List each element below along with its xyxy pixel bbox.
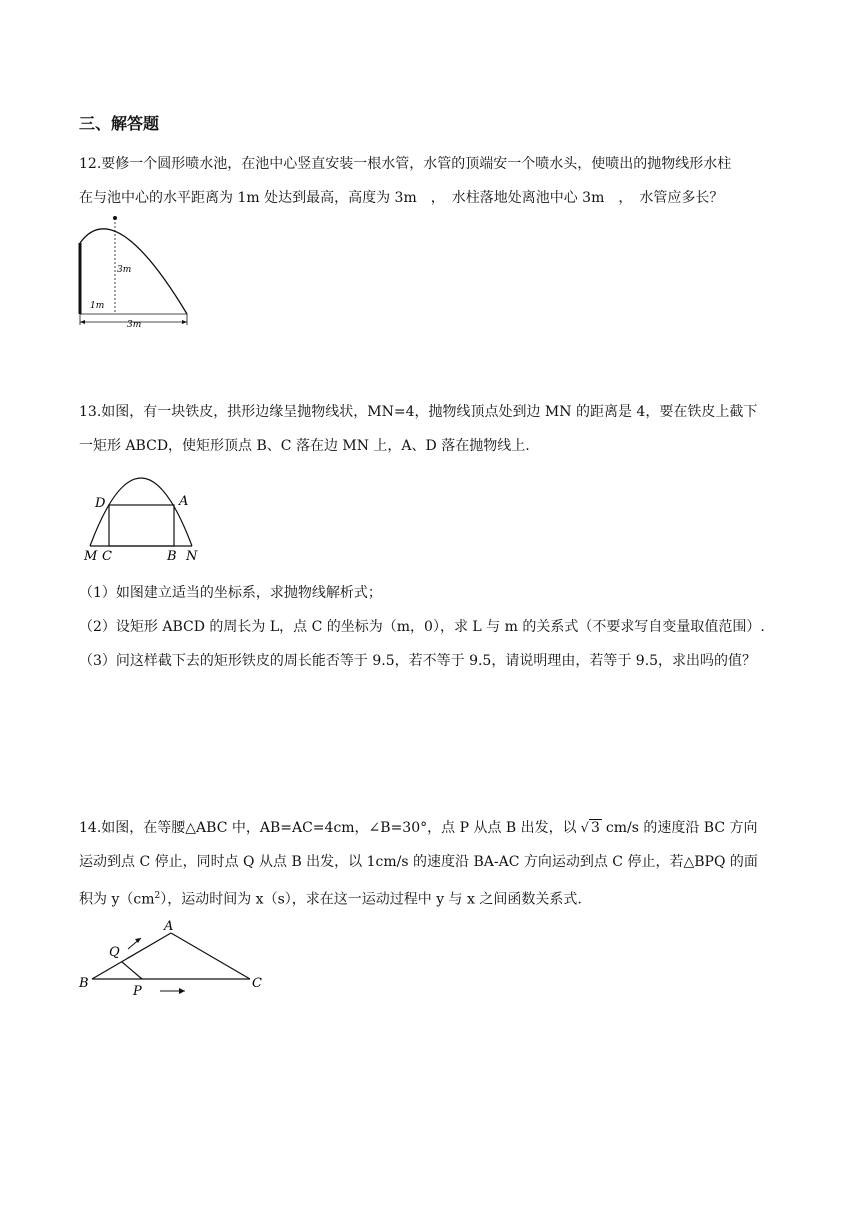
- label-height: 3m: [117, 265, 132, 275]
- q13-part-1: （1）如图建立适当的坐标系，求抛物线解析式；: [79, 585, 382, 601]
- sqrt-radicand: 3: [590, 820, 600, 836]
- q13-part-2: （2）设矩形 ABCD 的周长为 L，点 C 的坐标为（m，0），求 L 与 m 的关系式（不要求写自变量取值范围）.: [79, 619, 765, 635]
- parabola-arch: [90, 478, 192, 546]
- label-c: C: [252, 976, 262, 991]
- label-b: B: [167, 549, 177, 564]
- rectangle-abcd: [109, 505, 174, 546]
- q12-line-2: 在与池中心的水平距离为 1m 处达到最高，高度为 3m ， 水柱落地处离池中心 3m ， 水管应多长？: [79, 190, 724, 206]
- label-a: A: [164, 919, 174, 934]
- segment-qp: [122, 962, 142, 979]
- q14-triangle-figure: [72, 915, 272, 997]
- sqrt-expression: √ 3: [580, 820, 600, 836]
- q14-line-1-b: cm/s 的速度沿 BC 方向: [605, 820, 758, 836]
- label-b: B: [79, 976, 89, 991]
- q14-line-2: 运动到点 C 停止，同时点 Q 从点 B 出发，以 1cm/s 的速度沿 BA-AC 方向运动到点 C 停止，若△BPQ 的面: [79, 854, 758, 870]
- q13-line-2: 一矩形 ABCD，使矩形顶点 B、C 落在边 MN 上，A、D 落在抛物线上.: [79, 438, 530, 454]
- section-title: 三、解答题: [79, 114, 160, 133]
- q14-line-1-a: 14.如图，在等腰△ABC 中，AB=AC=4cm，∠B=30°，点 P 从点 B 出发，以: [79, 820, 577, 836]
- side-ba: [92, 933, 171, 979]
- q12-line-1: 12.要修一个圆形喷水池，在池中心竖直安装一根水管，水管的顶端安一个喷水头，使喷出的抛物线形水柱: [79, 156, 732, 172]
- label-p: P: [133, 984, 142, 997]
- arrow-right: [182, 320, 187, 324]
- label-d: D: [95, 496, 106, 511]
- superscript-2: 2: [154, 891, 161, 901]
- label-q: Q: [109, 945, 120, 960]
- label-1m: 1m: [90, 301, 105, 311]
- q14-line-3-b: ），运动时间为 x（s），求在这一运动过程中 y 与 x 之间函数关系式.: [160, 891, 582, 908]
- label-a: A: [179, 494, 189, 509]
- q13-line-1: 13.如图，有一块铁皮，拱形边缘呈抛物线状，MN=4，抛物线顶点处到边 MN 的距离是 4，要在铁皮上截下: [79, 404, 758, 420]
- q13-rectangle-figure: [78, 470, 208, 564]
- label-3m: 3m: [127, 320, 142, 328]
- q14-line-1: [79, 818, 758, 839]
- label-c: C: [102, 549, 112, 564]
- q14-line-3: [79, 886, 582, 910]
- q12-fountain-figure: [70, 210, 200, 328]
- q13-part-3: （3）问这样截下去的矩形铁皮的周长能否等于 9.5，若不等于 9.5，请说明理由，若等于 9.5，求出吗的值？: [79, 653, 757, 669]
- side-ac: [171, 933, 250, 979]
- q14-line-3-a: 积为 y（cm: [79, 891, 155, 908]
- label-m: M: [84, 549, 98, 564]
- arrow-left: [80, 320, 85, 324]
- label-n: N: [186, 549, 198, 564]
